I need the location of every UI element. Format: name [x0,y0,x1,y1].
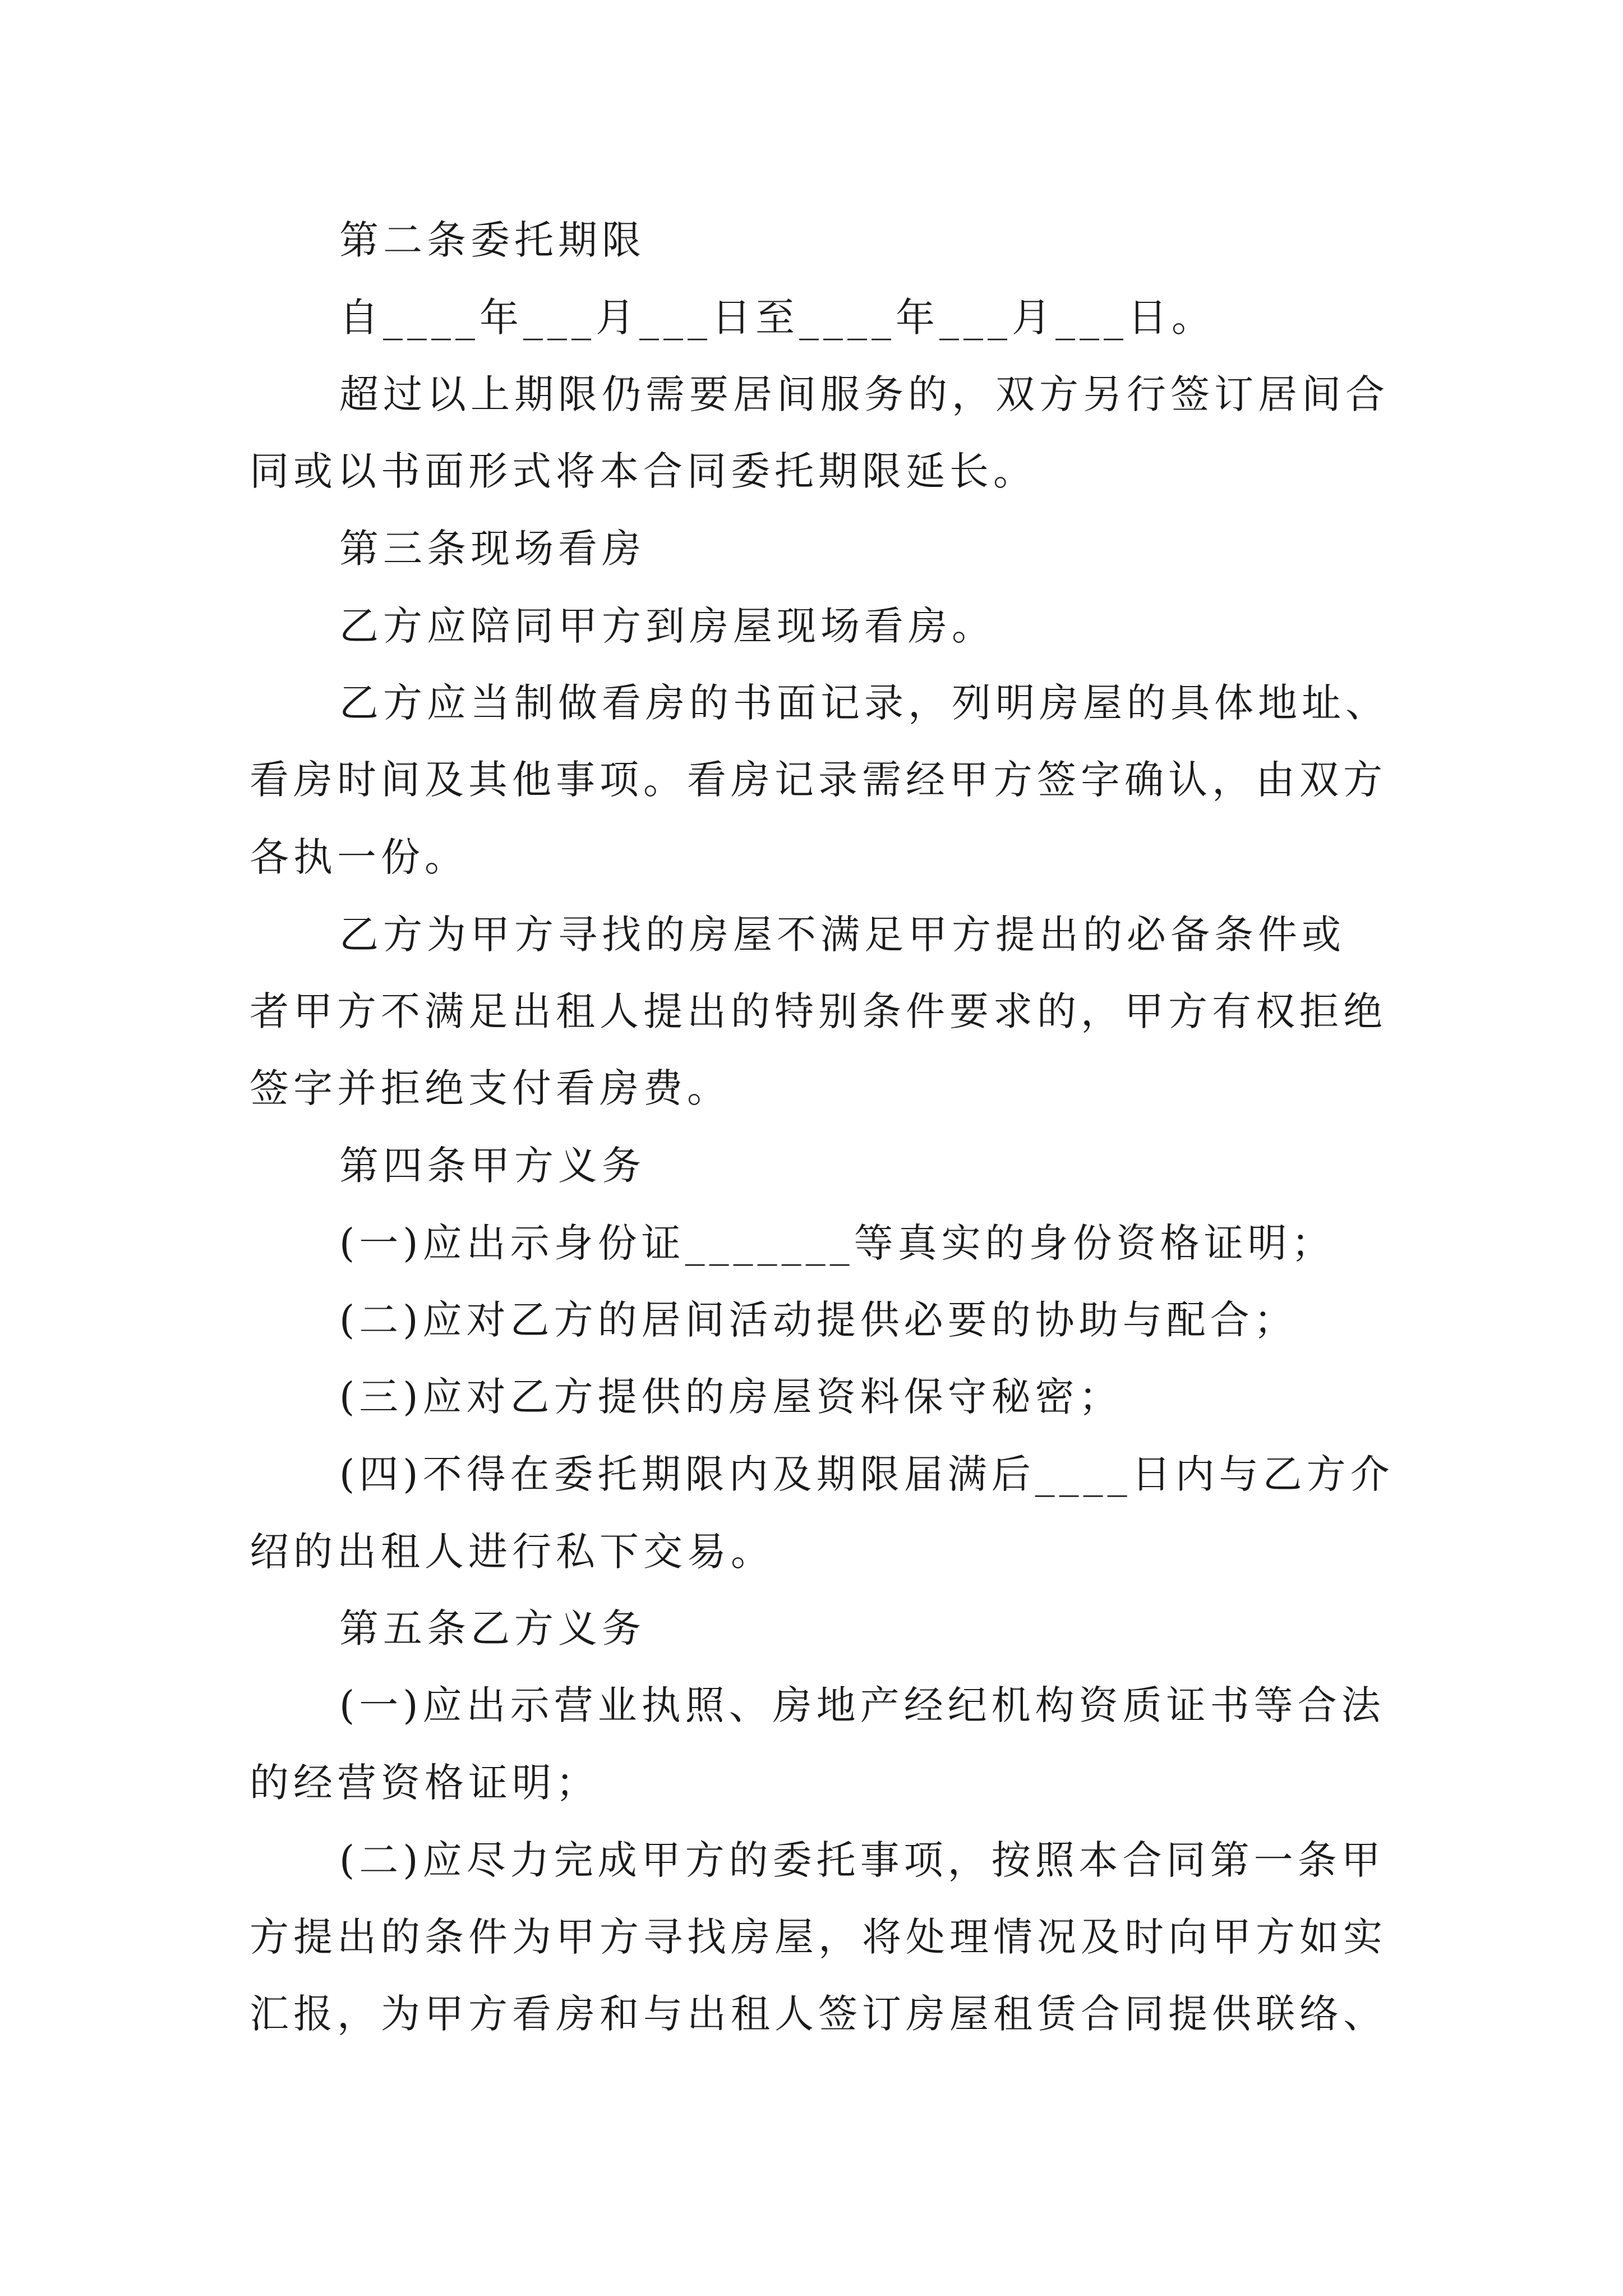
list-item: (二)应对乙方的居间活动提供必要的协助与配合； [339,1297,1298,1343]
list-item: (二)应尽力完成甲方的委托事项，按照本合同第一条甲 [339,1837,1385,1883]
section-5-heading: 第五条乙方义务 [339,1605,645,1651]
term-dates-line: 自____年___月___日至____年___月___日。 [339,295,1215,341]
list-item-continued: 方提出的条件为甲方寻找房屋，将处理情况及时向甲方如实 [250,1914,1387,1960]
list-item-continued: 绍的出租人进行私下交易。 [250,1529,774,1575]
list-item: (一)应出示身份证_______等真实的身份资格证明； [339,1220,1335,1266]
list-item-continued: 汇报，为甲方看房和与出租人签订房屋租赁合同提供联络、 [250,1991,1387,2037]
list-item: (四)不得在委托期限内及期限届满后____日内与乙方介 [339,1451,1394,1497]
list-item-continued: 的经营资格证明； [250,1760,600,1806]
paragraph-line: 各执一份。 [250,834,468,880]
paragraph-line: 超过以上期限仍需要居间服务的，双方另行签订居间合 [339,371,1389,417]
section-3-heading: 第三条现场看房 [339,526,645,572]
list-item: (三)应对乙方提供的房屋资料保守秘密； [339,1374,1123,1420]
paragraph-line: 者甲方不满足出租人提出的特别条件要求的，甲方有权拒绝 [250,988,1387,1034]
paragraph-line: 乙方应当制做看房的书面记录，列明房屋的具体地址、 [339,680,1389,726]
section-2-heading: 第二条委托期限 [339,217,645,263]
list-item: (一)应出示营业执照、房地产经纪机构资质证书等合法 [339,1682,1385,1728]
paragraph-line: 乙方应陪同甲方到房屋现场看房。 [339,603,995,649]
paragraph-line: 看房时间及其他事项。看房记录需经甲方签字确认，由双方 [250,757,1387,803]
paragraph-line: 同或以书面形式将本合同委托期限延长。 [250,448,1037,494]
paragraph-line: 签字并拒绝支付看房费。 [250,1065,731,1111]
paragraph-line: 乙方为甲方寻找的房屋不满足甲方提出的必备条件或 [339,912,1345,958]
section-4-heading: 第四条甲方义务 [339,1143,645,1189]
